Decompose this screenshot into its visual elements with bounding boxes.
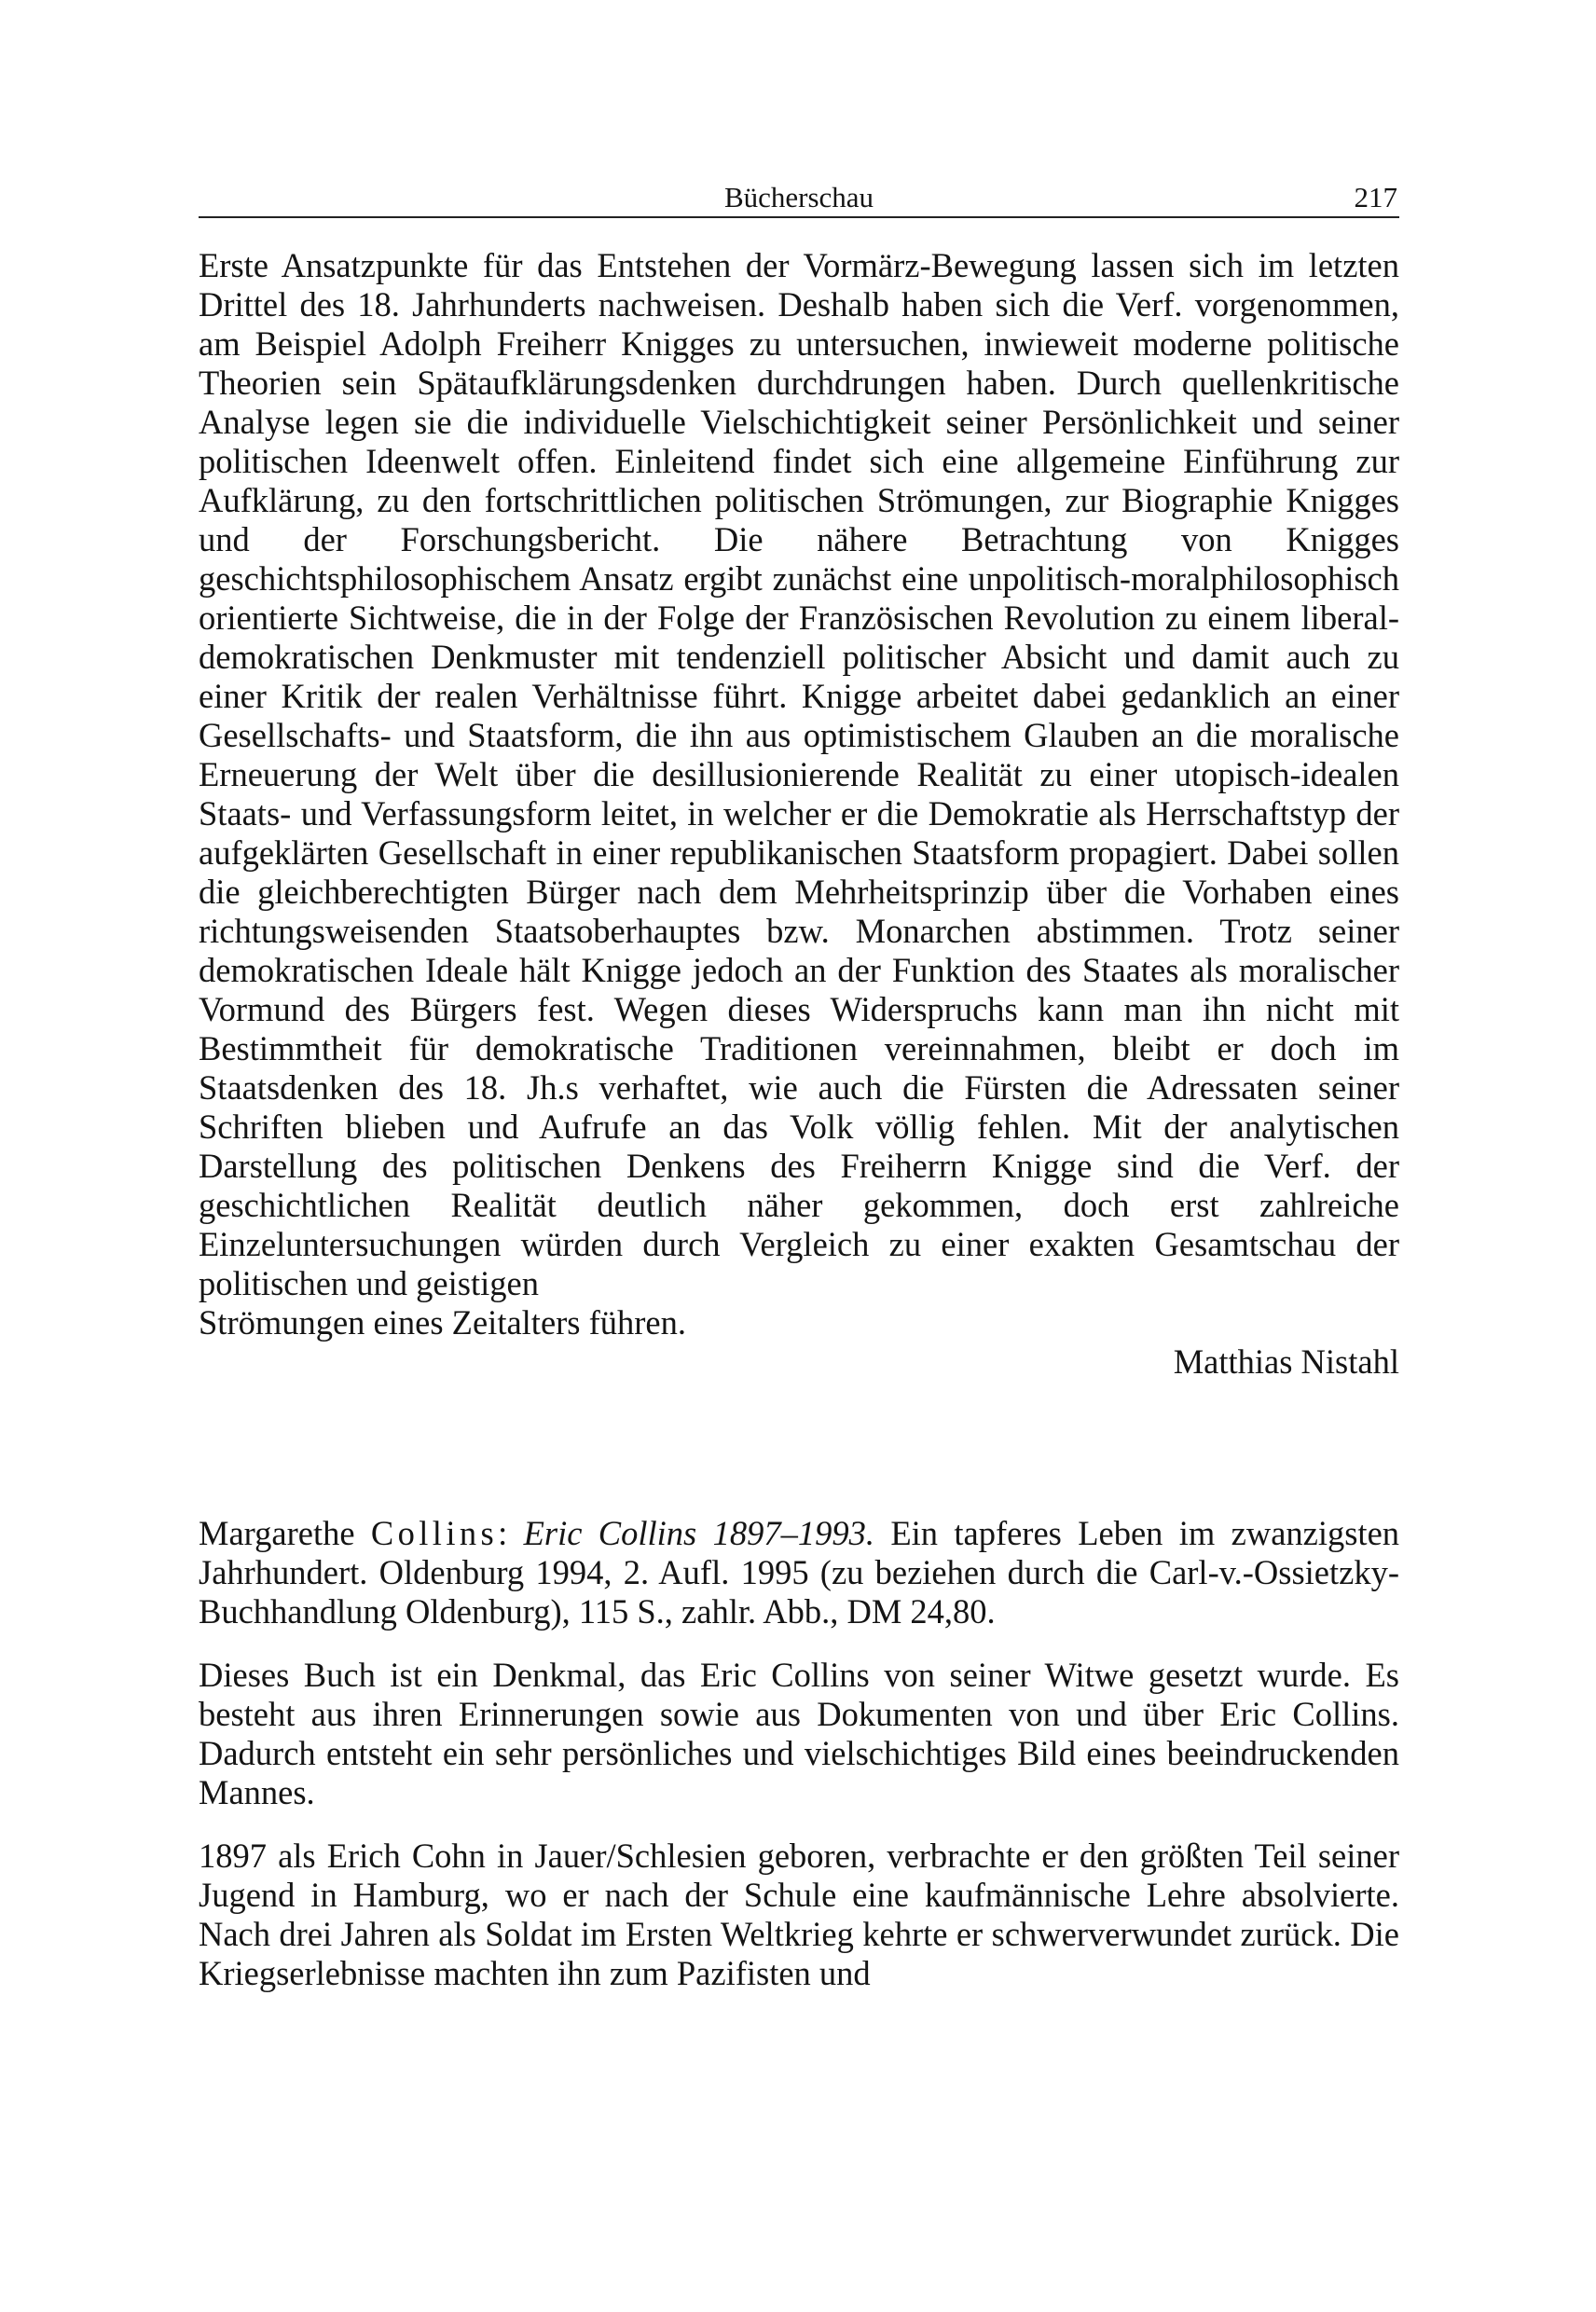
page-number: 217 xyxy=(1354,181,1397,213)
book-title: Eric Collins 1897–1993. xyxy=(523,1514,874,1552)
book-page xyxy=(199,168,1399,2256)
book-author-first-name: Margarethe xyxy=(199,1514,355,1552)
book-biblio-details: Ein tapferes Leben im zwanzigsten Jahrhundert. Oldenburg 1994, 2. Aufl. 1995 (zu beziehen durch die Carl-v.-Ossietzky-Buchhandlung Oldenburg), 115 S., zahlr. Abb., DM 24,80. xyxy=(199,1514,1400,1631)
book-author-last-name: Collins xyxy=(370,1514,499,1552)
review-collins-paragraph-1: Dieses Buch ist ein Denkmal, das Eric Collins von seiner Witwe gesetzt wurde. Es besteht aus ihren Erinnerungen sowie aus Dokumenten von und über Eric Collins. Dadurch entsteht ein sehr persönliches und vielschichtiges Bild eines beeindruckenden Mannes. xyxy=(199,1656,1399,1811)
biblio-colon: : xyxy=(498,1514,508,1552)
review-knigge-body: Erste Ansatzpunkte für das Entstehen der Vormärz-Bewegung lassen sich im letzten Drittel des 18. Jahrhunderts nachweisen. Deshalb haben sich die Verf. vorgenommen, am Beispiel Adolph Freiherr Knigges zu untersuchen, inwieweit moderne politische Theorien sein Spätaufklärungsdenken durchdrungen haben. Durch quellenkritische Analyse legen sie die individuelle Vielschichtigkeit seiner Persönlichkeit und seiner politischen Ideenwelt offen. Einleitend findet sich eine allgemeine Einführung zur Aufklärung, zu den fortschrittlichen politischen Strömungen, zur Biographie Knigges und der Forschungsbericht. Die nähere Betrachtung von Knigges geschichtsphilosophischem Ansatz ergibt zunächst eine unpolitisch-moralphilosophisch orientierte Sichtweise, die in der Folge der Französischen Revolution zu einem liberal-demokratischen Denkmuster mit tendenziell politischer Absicht und damit auch zu einer Kritik der realen Verhältnisse führt. Knigge arbeitet dabei gedanklich an einer Gesellschafts- und Staatsform, die ihn aus optimistischem Glauben an die moralische Erneuerung der Welt über die desillusionierende Realität zu einer utopisch-idealen Staats- und Verfassungsform leitet, in welcher er die Demokratie als Herrschaftstyp der aufgeklärten Gesellschaft in einer republikanischen Staatsform propagiert. Dabei sollen die gleichberechtigten Bürger nach dem Mehrheitsprinzip über die Vorhaben eines richtungsweisenden Staatsoberhauptes bzw. Monarchen abstimmen. Trotz seiner demokratischen Ideale hält Knigge jedoch an der Funktion des Staates als moralischer Vormund des Bürgers fest. Wegen dieses Widerspruchs kann man ihn nicht mit Bestimmtheit für demokratische Traditionen vereinnahmen, bleibt er doch im Staatsdenken des 18. Jh.s verhaftet, wie auch die Fürsten die Adressaten seiner Schriften blieben und Aufrufe an das Volk völlig fehlen. Mit der analytischen Darstellung des politischen Denkens des Freiherrn Knigge sind die Verf. der geschichtlichen Realität deutlich näher gekommen, doch erst zahlreiche Einzeluntersuchungen würden durch Vergleich zu einer exakten Gesamtschau der politischen und geistigen xyxy=(199,246,1399,1302)
review-knigge-closing xyxy=(199,1303,1399,1382)
review-knigge-last-line: Strömungen eines Zeitalters führen. xyxy=(199,1303,687,1342)
review-collins-paragraph-2: 1897 als Erich Cohn in Jauer/Schlesien geboren, verbrachte er den größten Teil seiner Jugend in Hamburg, wo er nach der Schule eine kaufmännische Lehre absolvierte. Nach drei Jahren als Soldat im Ersten Weltkrieg kehrte er schwerverwundet zurück. Die Kriegserlebnisse machten ihn zum Pazifisten und xyxy=(199,1837,1399,1992)
review-collins-bibliography xyxy=(199,1514,1399,1631)
reviewer-signature: Matthias Nistahl xyxy=(1173,1342,1399,1381)
running-head-title: Bücherschau xyxy=(723,181,874,213)
running-head xyxy=(199,168,1399,218)
